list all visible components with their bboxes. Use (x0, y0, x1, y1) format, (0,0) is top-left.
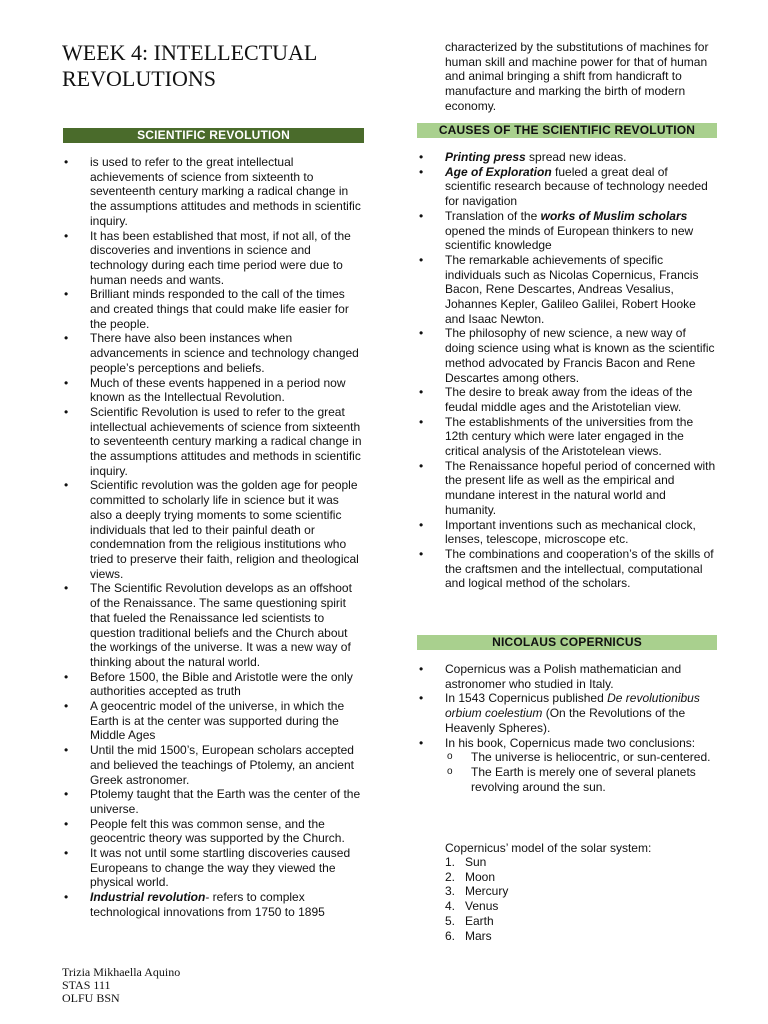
item-label: Mercury (465, 884, 509, 899)
list-item: • Scientific revolution was the golden age for people committed to scholarly life in science but it was also a deeply trying moments to some scientific individuals that led to their painful death or condemnation from the religious institutions who tried to preserve their faith, religion and theological views. (62, 478, 364, 581)
list-item: • Scientific Revolution is used to refer to the great intellectual achievements of science from sixteenth to seventeenth century marking a radical change in the assumptions attitudes and methods in scientific inquiry. (62, 405, 364, 479)
model-item (445, 884, 717, 899)
muslim-scholars-term: works of Muslim scholars (540, 208, 688, 223)
list-item: • The establishments of the universities from the 12th century which were later engaged in the critical analysis of the Aristotelean views. (417, 415, 717, 459)
list-item (417, 736, 717, 795)
list-item: • The philosophy of new science, a new way of doing science using what is known as the scientific method advocated by Francis Bacon and Rene Descartes among others. (417, 326, 717, 385)
scientific-revolution-heading (63, 128, 364, 143)
page-title: WEEK 4: INTELLECTUAL REVOLUTIONS (62, 40, 317, 91)
list-item: • Much of these events happened in a period now known as the Intellectual Revolution. (62, 376, 364, 405)
industrial-revolution-text: - refers to complex technological innovations from 1750 to 1895 (90, 890, 325, 919)
list-item-industrial-revolution (62, 890, 364, 919)
list-item: • Brilliant minds responded to the call of the times and created things that could make life easier for the people. (62, 287, 364, 331)
list-item-text: In his book, Copernicus made two conclusions: (445, 735, 696, 750)
list-item: • The Scientific Revolution develops as an offshoot of the Renaissance. The same questioning spirit that fueled the Renaissance led scientists to question traditional beliefs and the Church about the workings of the universe. It was a new way of thinking about the natural world. (62, 581, 364, 669)
model-title: Copernicus’ model of the solar system: (445, 841, 652, 855)
scientific-revolution-list (62, 155, 364, 920)
list-item (417, 209, 717, 253)
list-item: • Copernicus was a Polish mathematician and astronomer who studied in Italy. (417, 662, 717, 691)
list-item: • Until the mid 1500’s, European scholars accepted and believed the teachings of Ptolemy, an ancient Greek astronomer. (62, 743, 364, 787)
heading-label: NICOLAUS COPERNICUS (492, 635, 642, 649)
list-item: • Ptolemy taught that the Earth was the center of the universe. (62, 787, 364, 816)
list-item-text: In 1543 Copernicus published (445, 691, 608, 706)
item-label: Venus (465, 899, 499, 914)
course-code: STAS 111 (62, 978, 111, 992)
copernicus-list (417, 662, 717, 794)
model-item (445, 929, 717, 944)
item-label: Mars (465, 928, 492, 943)
list-item (417, 691, 717, 735)
list-item (417, 165, 717, 209)
list-item: • The combinations and cooperation’s of the skills of the craftsmen and the intellectual, computational and logical method of the scholars. (417, 547, 717, 591)
list-item: • A geocentric model of the universe, in which the Earth is at the center was supported during the Middle Ages (62, 699, 364, 743)
causes-list (417, 150, 717, 591)
book-title: De revolutionibus orbium coelestium (445, 691, 700, 721)
list-item: • People felt this was common sense, and the geocentric theory was supported by the Church. (62, 817, 364, 846)
model-item (445, 855, 717, 870)
list-item-text: fueled a great deal of scientific research because of technology needed for navigation (445, 164, 708, 209)
conclusion-item: o The Earth is merely one of several planets revolving around the sun. (417, 765, 717, 794)
list-item: • is used to refer to the great intellectual achievements of science from sixteenth to seventeenth century marking a radical change in the assumptions attitudes and methods in scientific inquiry. (62, 155, 364, 229)
list-item: • The desire to break away from the ideas of the feudal middle ages and the Aristotelian view. (417, 385, 717, 414)
item-number: 2. (445, 869, 456, 884)
school-name: OLFU BSN (62, 991, 120, 1005)
age-of-exploration-term: Age of Exploration (445, 164, 552, 179)
printing-press-term: Printing press (445, 150, 526, 164)
list-item: • Before 1500, the Bible and Aristotle were the only authorities accepted as truth (62, 670, 364, 699)
list-item: • Important inventions such as mechanical clock, lenses, telescope, microscope etc. (417, 518, 717, 547)
list-item-text: spread new ideas. (525, 150, 627, 164)
list-item-text: opened the minds of European thinkers to new scientific knowledge (445, 223, 694, 253)
item-number: 3. (445, 884, 456, 899)
item-number: 5. (445, 913, 456, 928)
causes-heading (417, 123, 717, 138)
list-item-text: Translation of the (445, 208, 541, 223)
footer (62, 966, 180, 1005)
heading-label: CAUSES OF THE SCIENTIFIC REVOLUTION (438, 123, 696, 137)
heading-label: SCIENTIFIC REVOLUTION (137, 128, 290, 142)
model-item (445, 914, 717, 929)
author-name: Trizia Mikhaella Aquino (62, 965, 181, 979)
copernicus-heading (417, 635, 717, 650)
list-item: • There have also been instances when advancements in science and technology changed people’s perceptions and beliefs. (62, 331, 364, 375)
list-item: • The remarkable achievements of specific individuals such as Nicolas Copernicus, Francis Bacon, Rene Descartes, Andreas Vesalius, Johannes Kepler, Galileo Galilei, Robert Hooke and Isaac Newton. (417, 253, 717, 327)
list-item (417, 150, 717, 165)
item-label: Sun (465, 855, 487, 869)
list-item: • The Renaissance hopeful period of concerned with the present life as well as the empirical and mundane interest in the natural world and humanity. (417, 459, 717, 518)
industrial-revolution-term: Industrial revolution (90, 890, 206, 905)
solar-system-model-list (445, 855, 717, 943)
item-number: 6. (445, 928, 456, 943)
item-label: Moon (465, 869, 496, 884)
conclusion-item: o The universe is heliocentric, or sun-centered. (417, 750, 717, 765)
conclusions-list (417, 750, 717, 794)
item-number: 4. (445, 899, 456, 914)
list-item-text: (On the Revolutions of the Heavenly Spheres). (445, 706, 686, 735)
list-item: • It was not until some startling discoveries caused Europeans to change the way they viewed the physical world. (62, 846, 364, 890)
list-item: • It has been established that most, if not all, of the discoveries and inventions in science and technology during each time period were due to human needs and wants. (62, 229, 364, 288)
model-item (445, 870, 717, 885)
model-item (445, 899, 717, 914)
item-number: 1. (445, 855, 456, 869)
continuation-text: characterized by the substitutions of machines for human skill and machine power for that of human and animal bringing a shift from handicraft to manufacture and marking the birth of modern economy. (445, 40, 709, 113)
item-label: Earth (465, 913, 494, 928)
